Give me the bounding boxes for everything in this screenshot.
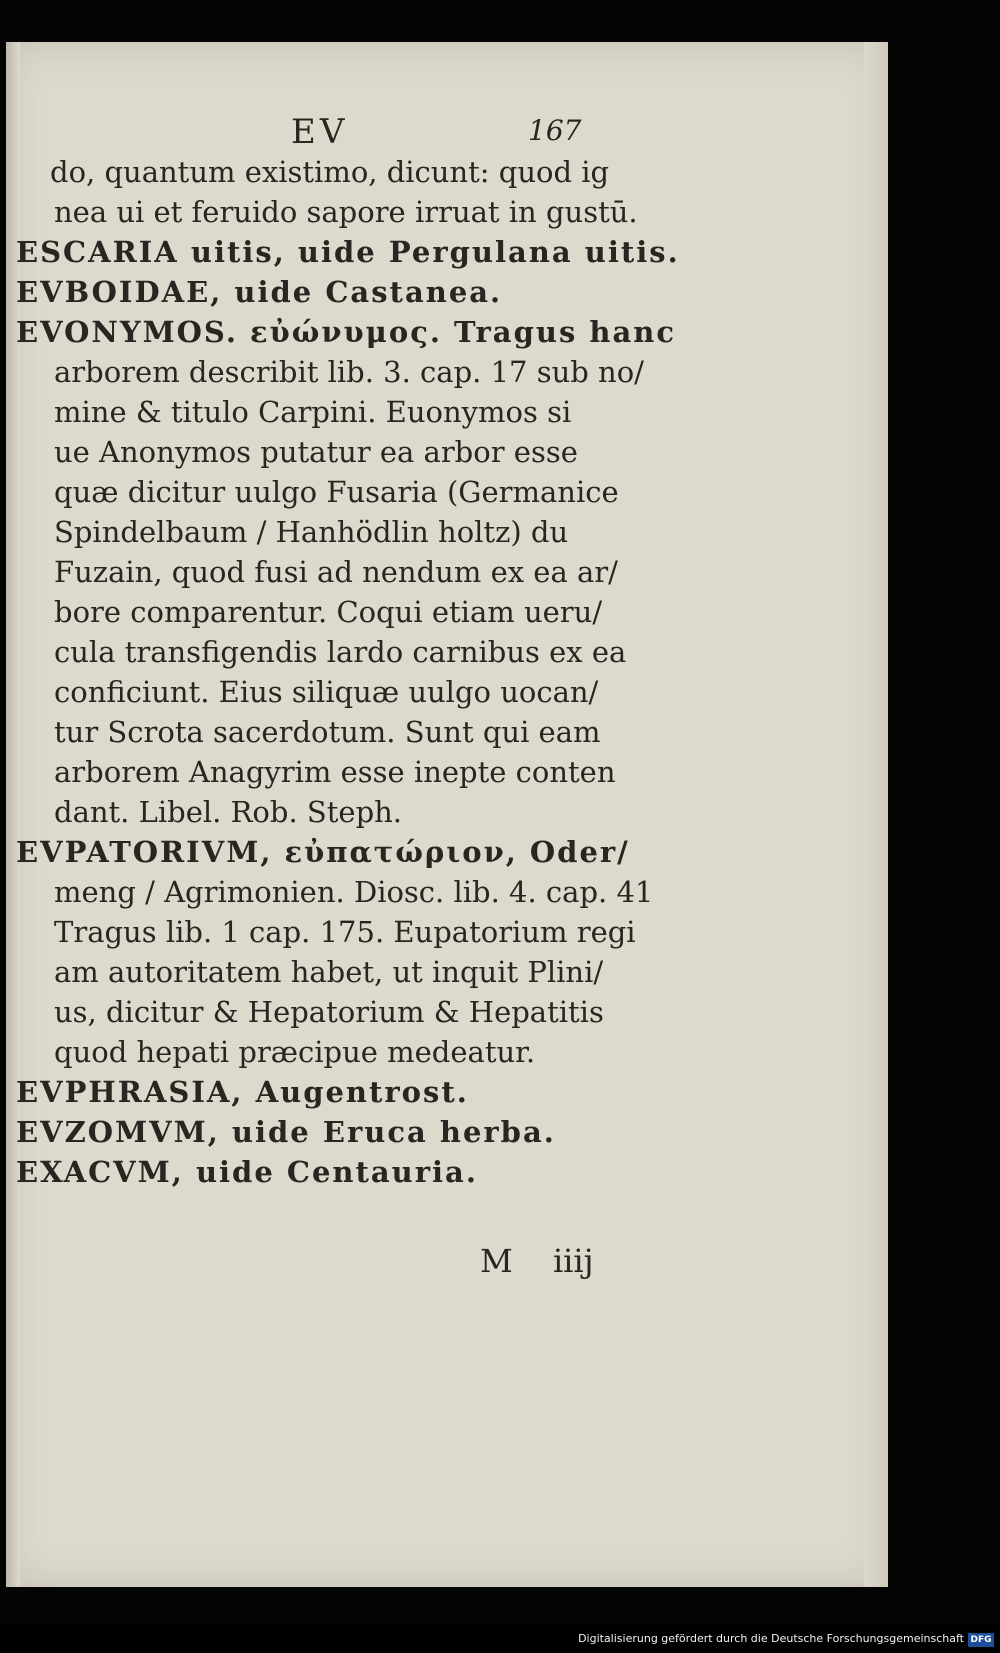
page-gutter-shadow xyxy=(6,42,20,1587)
text-line: meng / Agrimonien. Diosc. lib. 4. cap. 41 xyxy=(54,875,654,909)
entry-line: ESCARIA uitis, uide Pergulana uitis. xyxy=(16,235,680,269)
text-line: arborem Anagyrim esse inepte conten xyxy=(54,755,616,789)
text-line: tur Scrota sacerdotum. Sunt qui eam xyxy=(54,715,601,749)
text-line: dant. Libel. Rob. Steph. xyxy=(54,795,403,829)
text-line: Tragus lib. 1 cap. 175. Eupatorium regi xyxy=(54,915,636,949)
signature-mark: M iiij xyxy=(480,1242,594,1280)
text-line: am autoritatem habet, ut inquit Plini/ xyxy=(54,955,604,989)
entry-line: EVPATORIVM, εὐπατώριον, Oder/ xyxy=(16,835,630,869)
running-head: EV xyxy=(291,112,349,152)
footer-credit: Digitalisierung gefördert durch die Deutsche Forschungsgemeinschaft xyxy=(578,1632,964,1645)
entry-line: EXACVM, uide Centauria. xyxy=(16,1155,478,1189)
entry-line: EVPHRASIA, Augentrost. xyxy=(16,1075,469,1109)
text-line: bore comparentur. Coqui etiam ueru/ xyxy=(54,595,603,629)
text-line: mine & titulo Carpini. Euonymos si xyxy=(54,395,572,429)
text-line: nea ui et feruido sapore irruat in gustū. xyxy=(54,195,638,229)
text-line: Fuzain, quod fusi ad nendum ex ea ar/ xyxy=(54,555,618,589)
text-line: quæ dicitur uulgo Fusaria (Germanice xyxy=(54,475,619,509)
page-edge-shadow xyxy=(864,42,888,1587)
text-line: conficiunt. Eius siliquæ uulgo uocan/ xyxy=(54,675,599,709)
text-line: cula transfigendis lardo carnibus ex ea xyxy=(54,635,627,669)
dfg-logo: DFG xyxy=(968,1633,994,1647)
entry-line: EVONYMOS. εὐώνυμος. Tragus hanc xyxy=(16,315,676,349)
entry-line: EVBOIDAE, uide Castanea. xyxy=(16,275,503,309)
text-line: Spindelbaum / Hanhödlin holtz) du xyxy=(54,515,569,549)
text-line: do, quantum existimo, dicunt: quod ig xyxy=(50,155,610,189)
text-line: ue Anonymos putatur ea arbor esse xyxy=(54,435,578,469)
page-number: 167 xyxy=(528,114,582,147)
book-page xyxy=(6,42,888,1587)
text-line: us, dicitur & Hepatorium & Hepatitis xyxy=(54,995,604,1029)
entry-line: EVZOMVM, uide Eruca herba. xyxy=(16,1115,556,1149)
text-line: quod hepati præcipue medeatur. xyxy=(54,1035,536,1069)
digitization-footer xyxy=(0,1625,1000,1653)
text-line: arborem describit lib. 3. cap. 17 sub no/ xyxy=(54,355,644,389)
